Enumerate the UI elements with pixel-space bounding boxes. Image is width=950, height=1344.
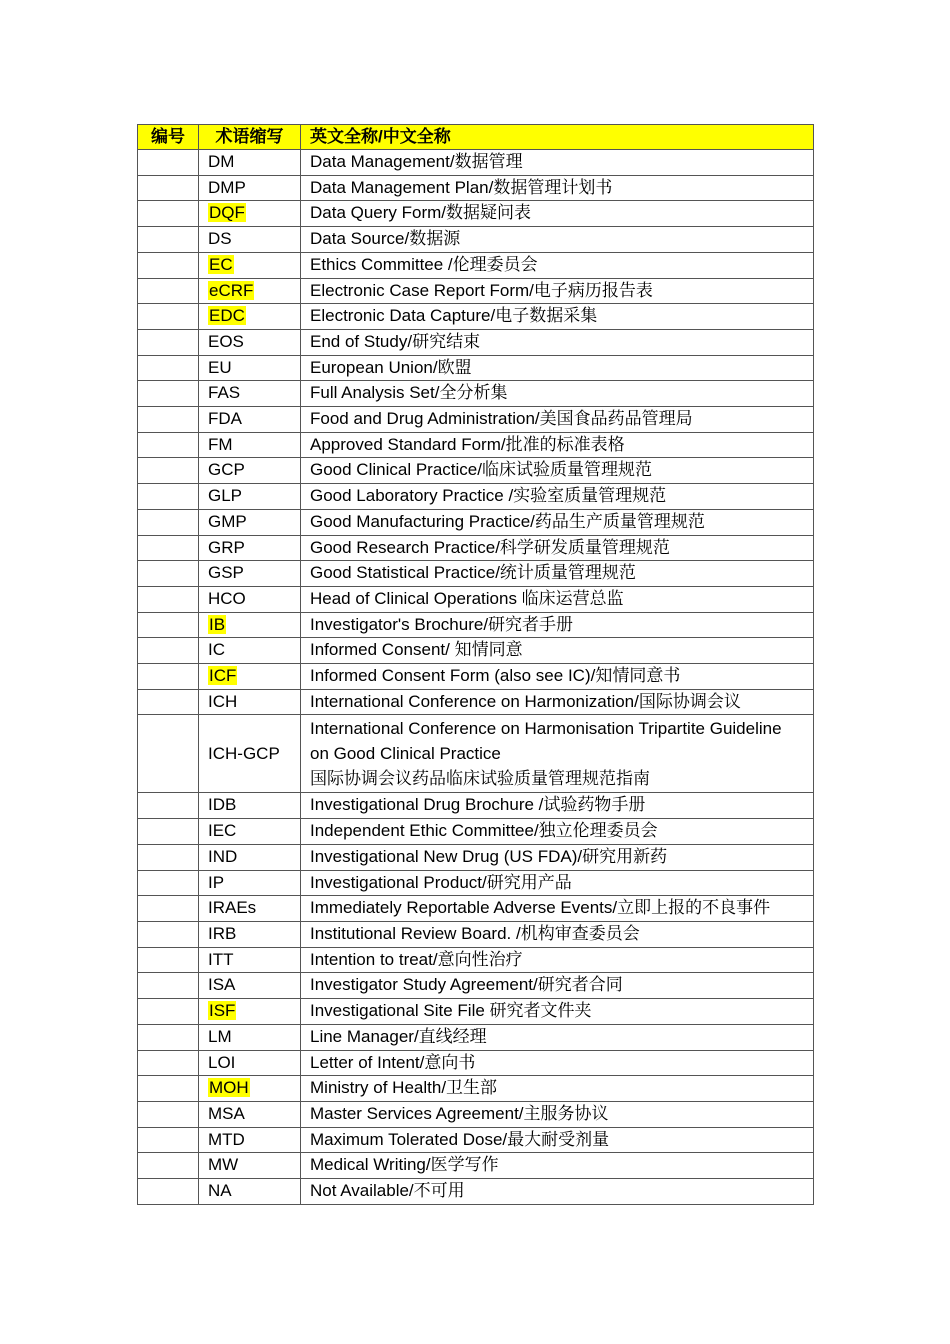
table-row (138, 509, 814, 535)
row-number-cell (138, 278, 199, 304)
abbreviation-text: DM (208, 152, 235, 171)
row-abbreviation-cell (199, 1153, 301, 1179)
table-row (138, 819, 814, 845)
table-row (138, 329, 814, 355)
row-full-name-cell: Investigational Drug Brochure /试验药物手册 (301, 793, 814, 819)
row-full-name-cell: Electronic Case Report Form/电子病历报告表 (301, 278, 814, 304)
row-abbreviation-cell (199, 689, 301, 715)
abbreviation-text: HCO (208, 588, 246, 608)
row-full-name-cell: Investigator Study Agreement/研究者合同 (301, 973, 814, 999)
abbreviation-text: IP (208, 872, 225, 892)
row-full-name-cell: Institutional Review Board. /机构审查委员会 (301, 921, 814, 947)
row-abbreviation-cell (199, 870, 301, 896)
table-row (138, 793, 814, 819)
table-row (138, 1050, 814, 1076)
row-abbreviation-cell (199, 458, 301, 484)
abbreviation-text: IRB (208, 923, 237, 943)
abbreviation-text: FAS (208, 383, 241, 403)
table-row (138, 1153, 814, 1179)
full-name-line: on Good Clinical Practice (310, 744, 501, 764)
table-row (138, 432, 814, 458)
row-number-cell (138, 1179, 199, 1205)
row-number-cell (138, 150, 199, 176)
table-row (138, 1101, 814, 1127)
row-number-cell (138, 1153, 199, 1179)
row-number-cell (138, 689, 199, 715)
glossary-table (137, 124, 814, 1205)
table-row (138, 844, 814, 870)
abbreviation-text: IRAEs (208, 898, 257, 918)
table-row (138, 561, 814, 587)
row-full-name-cell: Immediately Reportable Adverse Events/立即上报的不良事件 (301, 896, 814, 922)
row-abbreviation-cell (199, 432, 301, 458)
row-abbreviation-cell (199, 819, 301, 845)
abbreviation-text: FM (208, 434, 233, 454)
row-abbreviation-cell (199, 227, 301, 253)
row-abbreviation-cell (199, 407, 301, 433)
row-number-cell (138, 535, 199, 561)
table-row (138, 484, 814, 510)
abbreviation-text: ICH (208, 691, 238, 711)
row-full-name-cell: Good Research Practice/科学研发质量管理规范 (301, 535, 814, 561)
full-name-line: International Conference on Harmonisation Tripartite Guideline (310, 719, 782, 739)
row-full-name-cell: Investigator's Brochure/研究者手册 (301, 612, 814, 638)
table-row (138, 381, 814, 407)
row-number-cell (138, 252, 199, 278)
table-row (138, 973, 814, 999)
row-full-name-cell: Data Query Form/数据疑问表 (301, 201, 814, 227)
table-row (138, 1179, 814, 1205)
row-abbreviation-cell (199, 793, 301, 819)
row-full-name-cell: Good Statistical Practice/统计质量管理规范 (301, 561, 814, 587)
abbreviation-text: EC (209, 254, 233, 274)
row-abbreviation-cell (199, 484, 301, 510)
row-abbreviation-cell (199, 715, 301, 793)
abbreviation-text: NA (208, 1181, 232, 1201)
row-full-name-cell: Investigational New Drug (US FDA)/研究用新药 (301, 844, 814, 870)
row-number-cell (138, 844, 199, 870)
row-abbreviation-cell (199, 304, 301, 330)
row-number-cell (138, 227, 199, 253)
row-number-cell (138, 458, 199, 484)
table-row (138, 999, 814, 1025)
row-full-name-cell: Intention to treat/意向性治疗 (301, 947, 814, 973)
abbreviation-text: LM (208, 1026, 232, 1046)
row-abbreviation-cell (199, 1024, 301, 1050)
abbreviation-text: ICH-GCP (208, 743, 280, 763)
abbreviation-text: GRP (208, 537, 245, 557)
abbreviation-text: DQF (209, 203, 245, 223)
row-full-name-cell: European Union/欧盟 (301, 355, 814, 381)
header-full-name: 英文全称/中文全称 (301, 125, 814, 150)
row-abbreviation-cell (199, 947, 301, 973)
table-row (138, 150, 814, 176)
row-abbreviation-cell (199, 1179, 301, 1205)
row-number-cell (138, 175, 199, 201)
row-number-cell (138, 329, 199, 355)
glossary-body (138, 150, 814, 1205)
abbreviation-text: GMP (208, 511, 247, 531)
abbreviation-text: eCRF (209, 280, 254, 300)
row-number-cell (138, 432, 199, 458)
row-abbreviation-cell (199, 561, 301, 587)
row-number-cell (138, 561, 199, 587)
row-abbreviation-cell (199, 1050, 301, 1076)
table-row (138, 586, 814, 612)
row-abbreviation-cell (199, 999, 301, 1025)
abbreviation-text: EU (208, 357, 232, 377)
row-full-name-cell: Investigational Site File 研究者文件夹 (301, 999, 814, 1025)
abbreviation-text: ICF (209, 666, 237, 686)
row-abbreviation-cell (199, 1101, 301, 1127)
table-row (138, 201, 814, 227)
abbreviation-text: DMP (208, 177, 246, 197)
row-full-name-cell: Food and Drug Administration/美国食品药品管理局 (301, 407, 814, 433)
row-abbreviation-cell (199, 973, 301, 999)
row-abbreviation-cell (199, 329, 301, 355)
row-full-name-cell: Good Clinical Practice/临床试验质量管理规范 (301, 458, 814, 484)
abbreviation-text: FDA (208, 409, 242, 429)
row-full-name-cell: Data Management Plan/数据管理计划书 (301, 175, 814, 201)
abbreviation-text: ITT (208, 949, 234, 969)
table-row (138, 689, 814, 715)
table-row (138, 407, 814, 433)
row-full-name-cell (301, 715, 814, 793)
row-number-cell (138, 664, 199, 690)
table-row (138, 921, 814, 947)
row-number-cell (138, 1024, 199, 1050)
row-abbreviation-cell (199, 201, 301, 227)
row-abbreviation-cell (199, 150, 301, 176)
row-full-name-cell: Informed Consent Form (also see IC)/知情同意书 (301, 664, 814, 690)
row-number-cell (138, 1127, 199, 1153)
row-abbreviation-cell (199, 638, 301, 664)
row-number-cell (138, 870, 199, 896)
row-number-cell (138, 381, 199, 407)
table-row (138, 638, 814, 664)
full-name-line: 国际协调会议药品临床试验质量管理规范指南 (310, 769, 650, 789)
row-number-cell (138, 304, 199, 330)
table-row (138, 1127, 814, 1153)
table-row (138, 227, 814, 253)
row-abbreviation-cell (199, 509, 301, 535)
row-number-cell (138, 947, 199, 973)
abbreviation-text: IC (208, 640, 225, 660)
row-abbreviation-cell (199, 278, 301, 304)
table-header-row (138, 125, 814, 150)
row-full-name-cell: Independent Ethic Committee/独立伦理委员会 (301, 819, 814, 845)
row-full-name-cell: Investigational Product/研究用产品 (301, 870, 814, 896)
row-number-cell (138, 201, 199, 227)
row-abbreviation-cell (199, 844, 301, 870)
table-row (138, 896, 814, 922)
abbreviation-text: IDB (208, 795, 237, 815)
row-full-name-cell: Medical Writing/医学写作 (301, 1153, 814, 1179)
row-abbreviation-cell (199, 252, 301, 278)
row-full-name-cell: Line Manager/直线经理 (301, 1024, 814, 1050)
table-row (138, 947, 814, 973)
row-full-name-cell: Electronic Data Capture/电子数据采集 (301, 304, 814, 330)
row-full-name-cell: Approved Standard Form/批准的标准表格 (301, 432, 814, 458)
abbreviation-text: GCP (208, 460, 245, 480)
header-number: 编号 (138, 125, 199, 150)
row-abbreviation-cell (199, 896, 301, 922)
row-abbreviation-cell (199, 355, 301, 381)
row-number-cell (138, 612, 199, 638)
row-full-name-cell: End of Study/研究结束 (301, 329, 814, 355)
table-row (138, 458, 814, 484)
abbreviation-text: ISA (208, 975, 236, 995)
table-row (138, 304, 814, 330)
row-number-cell (138, 896, 199, 922)
row-full-name-cell: Letter of Intent/意向书 (301, 1050, 814, 1076)
header-abbreviation: 术语缩写 (199, 125, 301, 150)
row-number-cell (138, 1101, 199, 1127)
row-full-name-cell: Good Manufacturing Practice/药品生产质量管理规范 (301, 509, 814, 535)
table-row (138, 612, 814, 638)
table-row (138, 355, 814, 381)
row-full-name-cell: Informed Consent/ 知情同意 (301, 638, 814, 664)
row-number-cell (138, 715, 199, 793)
abbreviation-text: GSP (208, 563, 244, 583)
table-row (138, 252, 814, 278)
table-row (138, 175, 814, 201)
row-full-name-cell: Master Services Agreement/主服务协议 (301, 1101, 814, 1127)
row-abbreviation-cell (199, 381, 301, 407)
abbreviation-text: LOI (208, 1052, 236, 1072)
abbreviation-text: MTD (208, 1129, 245, 1149)
table-row (138, 535, 814, 561)
row-number-cell (138, 1076, 199, 1102)
row-number-cell (138, 819, 199, 845)
row-abbreviation-cell (199, 1076, 301, 1102)
row-number-cell (138, 638, 199, 664)
row-full-name-cell: Ethics Committee /伦理委员会 (301, 252, 814, 278)
abbreviation-text: IND (208, 846, 238, 866)
row-full-name-cell: International Conference on Harmonization/国际协调会议 (301, 689, 814, 715)
abbreviation-text: MSA (208, 1103, 245, 1123)
abbreviation-text: GLP (208, 486, 243, 506)
row-number-cell (138, 793, 199, 819)
abbreviation-text: EDC (209, 306, 245, 326)
abbreviation-text: DS (208, 229, 232, 249)
row-full-name-cell: Maximum Tolerated Dose/最大耐受剂量 (301, 1127, 814, 1153)
row-full-name-cell: Good Laboratory Practice /实验室质量管理规范 (301, 484, 814, 510)
row-number-cell (138, 973, 199, 999)
row-abbreviation-cell (199, 586, 301, 612)
abbreviation-text: IEC (208, 821, 237, 841)
abbreviation-text: IB (209, 614, 226, 634)
row-full-name-cell: Data Management/数据管理 (301, 150, 814, 176)
row-full-name-cell: Not Available/不可用 (301, 1179, 814, 1205)
row-number-cell (138, 921, 199, 947)
row-abbreviation-cell (199, 535, 301, 561)
row-abbreviation-cell (199, 1127, 301, 1153)
abbreviation-text: MW (208, 1155, 239, 1175)
table-row (138, 1024, 814, 1050)
row-abbreviation-cell (199, 175, 301, 201)
table-row (138, 870, 814, 896)
table-row (138, 278, 814, 304)
table-row (138, 1076, 814, 1102)
table-row (138, 715, 814, 793)
abbreviation-text: EOS (208, 331, 244, 351)
row-abbreviation-cell (199, 664, 301, 690)
abbreviation-text: MOH (209, 1078, 249, 1098)
row-number-cell (138, 586, 199, 612)
row-number-cell (138, 484, 199, 510)
row-full-name-cell: Data Source/数据源 (301, 227, 814, 253)
row-number-cell (138, 355, 199, 381)
row-number-cell (138, 1050, 199, 1076)
row-number-cell (138, 999, 199, 1025)
row-abbreviation-cell (199, 921, 301, 947)
abbreviation-text: ISF (209, 1001, 236, 1021)
table-row (138, 664, 814, 690)
row-number-cell (138, 407, 199, 433)
row-full-name-cell: Ministry of Health/卫生部 (301, 1076, 814, 1102)
row-full-name-cell: Full Analysis Set/全分析集 (301, 381, 814, 407)
row-number-cell (138, 509, 199, 535)
row-full-name-cell: Head of Clinical Operations 临床运营总监 (301, 586, 814, 612)
row-abbreviation-cell (199, 612, 301, 638)
